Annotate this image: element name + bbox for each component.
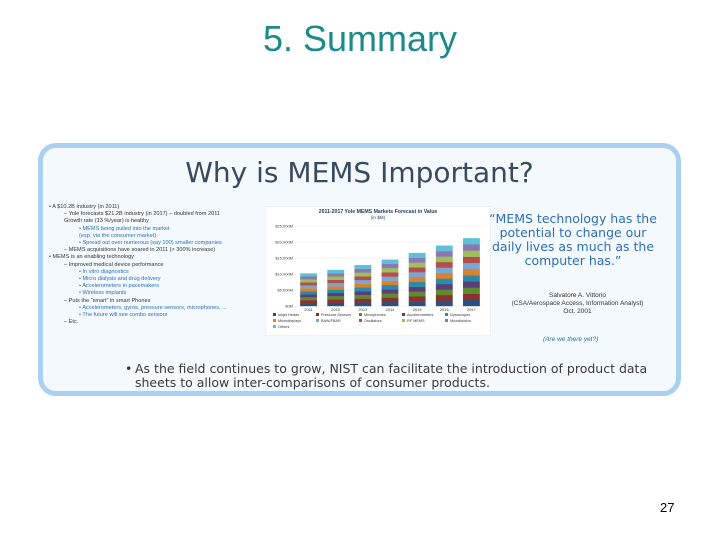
legend-label: Pressure Sensors [321, 313, 352, 317]
bar-segment [463, 294, 480, 300]
legend-swatch [402, 319, 405, 322]
bullet-item: • Spread out over numerous (say 100) smaller companies [79, 240, 222, 247]
bar-segment [463, 257, 480, 263]
legend-label: Oscillators [364, 319, 382, 323]
bar-segment [382, 272, 399, 276]
bar-segment [354, 280, 371, 284]
bar-segment [409, 277, 426, 282]
bar-segment [300, 285, 317, 288]
bar-segment [409, 263, 426, 268]
x-tick-label: 2016 [439, 307, 449, 312]
bar-segment [382, 276, 399, 280]
bar-segment [436, 273, 453, 279]
bar-segment [382, 289, 399, 293]
bar-segment [354, 272, 371, 276]
bullet-item: • Micro dialysis and drug delivery [79, 276, 161, 283]
bar-segment [354, 291, 371, 295]
bar-segment [409, 301, 426, 306]
bar-segment [436, 262, 453, 268]
mems-quote: “MEMS technology has the potential to change our daily lives as much as the computer has.” [489, 211, 657, 268]
bar-segment [409, 292, 426, 297]
bar-segment [327, 273, 344, 276]
x-tick-label: 2013 [358, 307, 368, 312]
bar-segment [463, 287, 480, 293]
legend-label: Accelerometers [407, 313, 434, 317]
bar-segment [354, 295, 371, 299]
x-tick-label: 2011 [304, 307, 313, 312]
bar-segment [327, 283, 344, 286]
bullet-item: – Improved medical device performance [64, 261, 164, 268]
legend-swatch [273, 319, 276, 322]
legend-label: BAW/FBAR [321, 319, 341, 323]
legend-swatch [359, 313, 362, 316]
bar-segment [436, 290, 453, 296]
bullet-item: – Puts the “smart” in smart Phones [64, 297, 151, 304]
bottom-bullet [125, 361, 655, 390]
quote-author [495, 292, 660, 316]
bar-segment [327, 290, 344, 293]
bar-segment [382, 281, 399, 285]
bar-segment [327, 303, 344, 306]
bar-segment [382, 268, 399, 272]
legend-label: Microfluidics [450, 319, 471, 323]
bar-segment [382, 298, 399, 302]
bar-segment [409, 282, 426, 287]
bar-segment [436, 301, 453, 307]
bar-segment [409, 258, 426, 263]
legend-swatch [359, 319, 362, 322]
legend-swatch [273, 325, 276, 328]
bullet-item: – MEMS acquisitions have soared in 2011 (> 300% increase) [64, 247, 216, 254]
bar-segment [327, 293, 344, 296]
bullet-item: • MEMS being pulled into the market [79, 225, 170, 232]
legend-label: Others [278, 325, 290, 329]
bar-segment [463, 275, 480, 281]
legend-label: Inkjet Heads [278, 313, 300, 317]
bullet-item: • Wireless implants [79, 290, 127, 297]
embedded-slide-panel [38, 143, 681, 396]
y-tick-label: $15,000M [275, 255, 293, 261]
bar-segment [463, 300, 480, 306]
legend-label: Microphones [364, 313, 386, 317]
legend-swatch [445, 313, 448, 316]
bar-segment [409, 253, 426, 258]
bar-segment [300, 300, 317, 303]
y-tick-label: $25,000M [275, 223, 293, 229]
bullet-item: • In vitro diagnostics [79, 268, 129, 275]
bar-segment [327, 280, 344, 283]
y-tick-label: $0M [285, 303, 293, 309]
legend-label: Microdisplays [278, 319, 301, 323]
bullet-icon: • [125, 361, 133, 376]
bar-segment [463, 250, 480, 256]
bar-segment [463, 244, 480, 250]
bar-segment [354, 287, 371, 291]
y-tick-label: $5,000M [277, 287, 293, 293]
bar-segment [327, 296, 344, 299]
bar-segment [436, 295, 453, 301]
bar-segment [436, 246, 453, 252]
bar-segment [409, 296, 426, 301]
page-number: 27 [660, 500, 675, 515]
bar-segment [300, 297, 317, 300]
bar-segment [354, 299, 371, 303]
bar-segment [327, 299, 344, 302]
bullet-item: – Etc. [64, 319, 79, 326]
bullet-item: – Yole forecasts $21.2B industry (in 2017) – doubled from 2011 [64, 211, 221, 218]
question-note: (Are we there yet?) [543, 336, 599, 343]
x-tick-label: 2012 [331, 307, 341, 312]
bullet-item: Growth rate (13 %/year) is healthy [64, 218, 149, 225]
legend-swatch [273, 313, 276, 316]
y-tick-label: $20,000M [275, 239, 293, 245]
mems-forecast-chart [265, 206, 491, 336]
bar-segment [354, 265, 371, 269]
bullet-item: (esp. via the consumer market) [79, 232, 157, 239]
y-tick-label: $10,000M [275, 271, 293, 277]
bar-segment [409, 287, 426, 292]
slide-title: 5. Summary [262, 18, 458, 59]
bar-segment [463, 269, 480, 275]
bar-segment [327, 270, 344, 273]
bar-segment [300, 294, 317, 297]
bar-segment [436, 257, 453, 263]
bullet-item: • A $10.2B industry (in 2011) [49, 204, 120, 210]
bar-segment [382, 293, 399, 297]
legend-label: Gyroscopes [450, 313, 471, 317]
bottom-bullet-text: As the field continues to grow, NIST can facilitate the introduction of product data sheets to allow inter-comparisons of consumer products. [135, 361, 648, 390]
legend-label: RF MEMS [407, 319, 425, 323]
legend-swatch [316, 319, 319, 322]
bar-segment [463, 263, 480, 269]
bar-segment [354, 284, 371, 288]
bar-segment [300, 273, 317, 276]
legend-swatch [445, 319, 448, 322]
x-tick-label: 2015 [412, 307, 422, 312]
bar-segment [463, 281, 480, 287]
bar-segment [327, 276, 344, 279]
bar-segment [300, 276, 317, 279]
bullet-item: • The future will see combo sensors [79, 312, 168, 319]
bullet-list [49, 204, 261, 326]
bar-segment [300, 291, 317, 294]
chart-subtitle: (in $M) [370, 215, 386, 220]
bar-segment [354, 269, 371, 273]
bar-segment [436, 251, 453, 257]
bar-segment [436, 279, 453, 285]
bullet-item: • Accelerometers, gyros, pressure sensors, microphones, ... [79, 304, 227, 311]
bar-segment [463, 238, 480, 244]
author-name: Salvatore A. Vittorio [549, 292, 606, 299]
bar-segment [382, 264, 399, 268]
bar-segment [382, 302, 399, 306]
bar-segment [327, 286, 344, 289]
author-date: Oct. 2001 [563, 308, 592, 315]
legend-swatch [316, 313, 319, 316]
chart-title: 2011-2017 Yole MEMS Markets Forecast in Value [318, 209, 438, 215]
bar-segment [409, 272, 426, 277]
bar-segment [300, 288, 317, 291]
panel-title: Why is MEMS Important? [185, 156, 534, 189]
bar-segment [300, 282, 317, 285]
x-tick-label: 2014 [385, 307, 395, 312]
author-affiliation: (CSA/Aerospace Access, Information Analyst) [511, 300, 644, 307]
bar-segment [300, 279, 317, 282]
bullet-item: • Accelerometers in pacemakers [79, 283, 159, 290]
bar-segment [436, 268, 453, 274]
bar-segment [409, 267, 426, 272]
bar-segment [382, 260, 399, 264]
bullet-item: • MEMS is an enabling technology [49, 254, 134, 261]
bar-segment [354, 302, 371, 306]
bar-segment [354, 276, 371, 280]
x-tick-label: 2017 [466, 307, 476, 312]
legend-swatch [402, 313, 405, 316]
bar-segment [382, 285, 399, 289]
bar-segment [300, 303, 317, 306]
bar-segment [436, 284, 453, 290]
